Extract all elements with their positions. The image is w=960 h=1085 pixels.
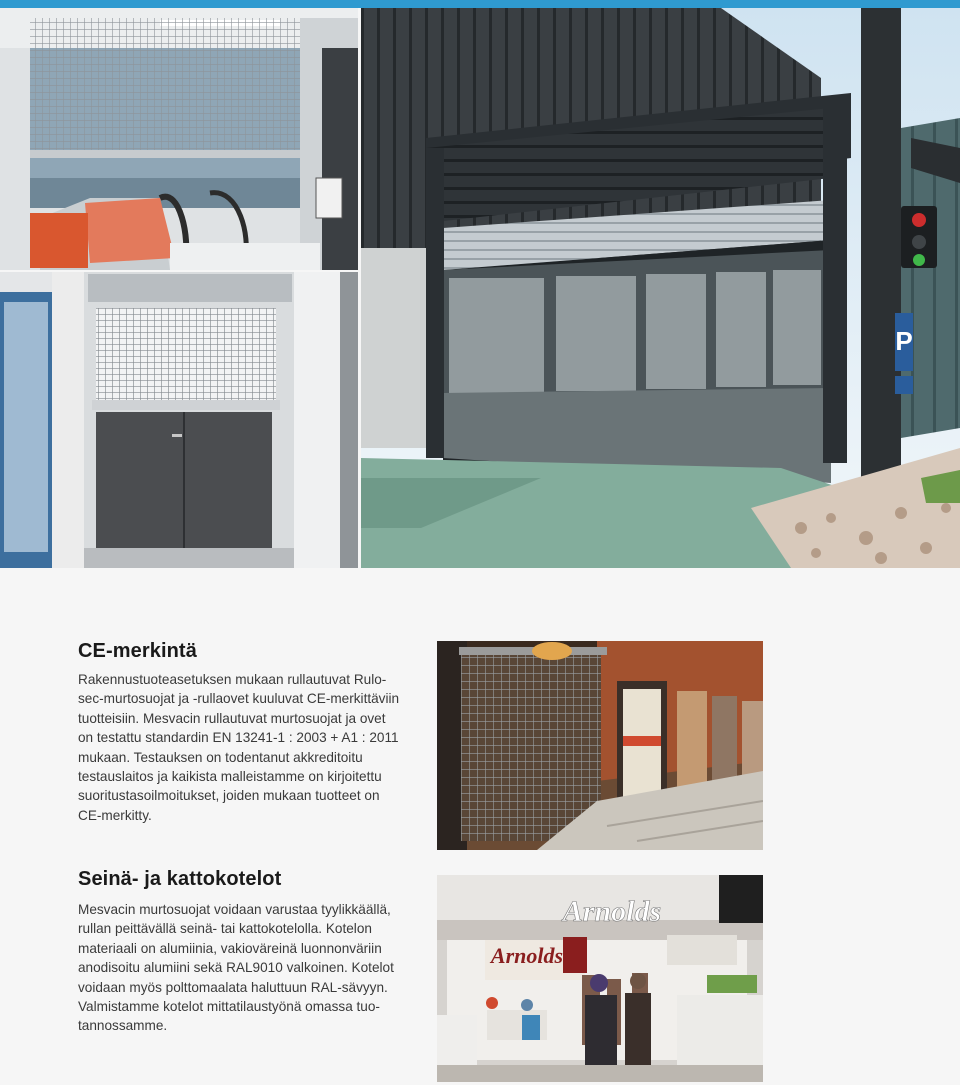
text-line: Valmistamme kotelot mittatilaustyönä omassa tuo-: [78, 999, 380, 1015]
text-line: suoritustasoilmoitukset, joiden mukaan tuotteet on: [78, 788, 380, 804]
section-title-ce-marking: CE-merkintä: [78, 640, 197, 662]
photo-cafe-arnolds: [437, 875, 763, 1082]
cafe-wall-sign: Arnolds: [490, 943, 564, 968]
section-text-wall-ceiling-casings: [78, 900, 394, 1036]
text-line: materiaali on alumiinia, vakioväreinä luonnonväriin: [78, 940, 382, 956]
text-line: CE-merkitty.: [78, 807, 152, 823]
top-accent-bar: [0, 0, 960, 8]
text-line: rullan peittävällä seinä- tai kattokotelolla. Kotelon: [78, 921, 372, 937]
text-line: anodisoitu alumiini sekä RAL9010 valkoinen. Kotelot: [78, 960, 394, 976]
text-line: sec-murtosuojat ja -rullaovet kuuluvat CE-merkittäviin: [78, 691, 400, 707]
text-line: testauslaitos ja kaikista malleistamme on kirjoitettu: [78, 769, 382, 785]
text-line: tannossamme.: [78, 1018, 168, 1034]
section-title-wall-ceiling-casings: Seinä- ja kattokotelot: [78, 868, 282, 890]
text-line: Mesvacin murtosuojat voidaan varustaa tyylikkäällä,: [78, 902, 391, 917]
parking-sign: P: [895, 326, 913, 356]
section-text-ce-marking: [78, 670, 399, 825]
photo-shop-grille: [437, 641, 763, 850]
photo-parking-garage-door: [361, 8, 960, 568]
text-line: on testattu standardin EN 13241-1 : 2003 + A1 : 2011: [78, 730, 399, 746]
photo-grille-escalator: [0, 8, 358, 270]
text-line: voidaan myös polttomaalata haluttuun RAL-sävyyn.: [78, 979, 388, 995]
photo-grille-door: [0, 272, 358, 568]
text-line: tuotteisiin. Mesvacin rullautuvat murtosuojat ja ovet: [78, 710, 386, 726]
text-line: mukaan. Testauksen on todentanut akkreditoitu: [78, 749, 363, 765]
cafe-neon-sign: Arnolds: [562, 895, 662, 928]
text-line: Rakennustuoteasetuksen mukaan rullautuvat Rulo-: [78, 672, 387, 687]
